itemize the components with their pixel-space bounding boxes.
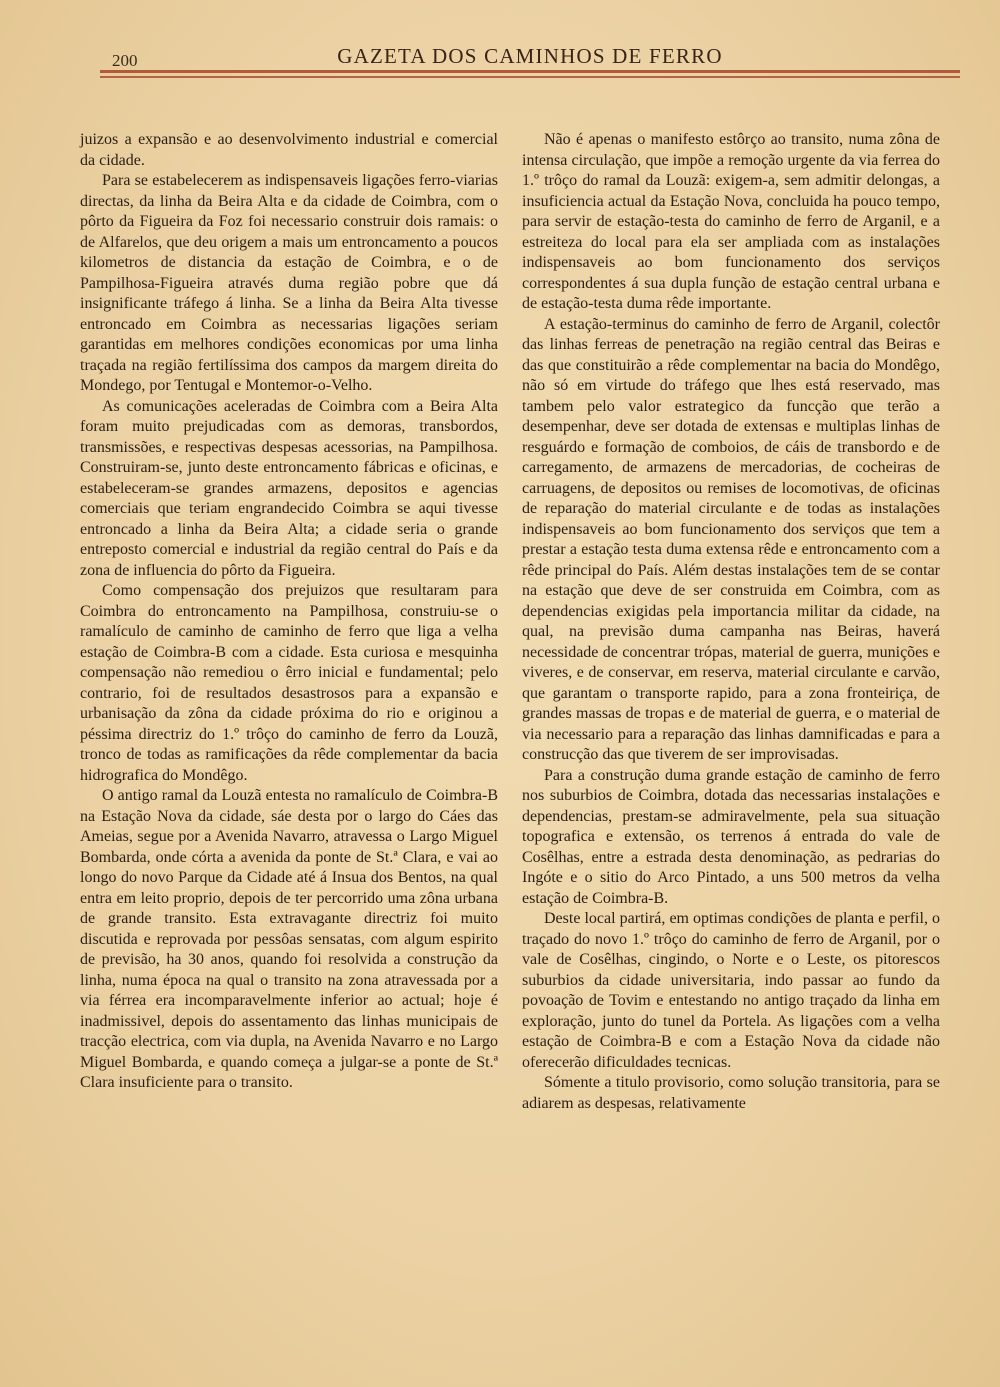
paragraph: A estação-terminus do caminho de ferro de Arganil, colectôr das linhas ferreas de penetração na região central das Beiras e das que constituirão a rêde complementar na bacia do Mondêgo, não só em virtude do tráfego que lhes está reservado, mas tambem pelo valor estrategico da funcção que terão a desempenhar, deve ser dotada de extensas e multiplas linhas de resguárdo e formação de comboios, de cáis de transbordo e de carregamento, de armazens de mercadorias, de cocheiras de carruagens, de depositos ou remises de locomotivas, de oficinas de reparação do material circulante e de todas as instalações indispensaveis ao bom funcionamento dos serviços que tem a prestar a estação testa duma extensa rêde e entroncamento com a rêde principal do País. Além destas instalações tem de se contar na estação que deve de ser construida em Coimbra, com as dependencias exigidas pela importancia militar da cidade, na qual, na previsão duma campanha nas Beiras, haverá necessidade de concentrar trópas, material de guerra, munições e viveres, e de conservar, em reserva, material circulante e carvão, que garantam o transporte rapido, para a zona fronteiriça, de grandes massas de tropas e de material de guerra, e o material de via necessario para a reparação das linhas damnificadas e para a construcção das que tiverem de ser improvisadas. bbox=[522, 315, 940, 763]
paragraph: Sómente a titulo provisorio, como solução transitoria, para se adiarem as despesas, relativamente bbox=[522, 1074, 940, 1112]
page-header bbox=[100, 40, 960, 80]
paragraph: Não é apenas o manifesto estôrço ao transito, numa zôna de intensa circulação, que impõe a remoção urgente da via ferrea do 1.º trôço do ramal da Louzã: exigem-a, sem admitir delongas, a insuficiencia actual da Estação Nova, concluida ha pouco tempo, para servir de estação-testa do caminho de ferro de Arganil, e a estreiteza do local para ela ser ampliada com as instalações indispensaveis ao bom funcionamento dos serviços correspondentes á sua dupla função de estação central urbana e de estação-testa duma rêde importante. bbox=[522, 131, 940, 312]
paragraph: Como compensação dos prejuizos que resultaram para Coimbra do entroncamento na Pampilhosa, construiu-se o ramalículo de caminho de caminho de ferro que liga a velha estação de Coimbra-B com a cidade. Esta curiosa e mesquinha compensação não remediou o êrro inicial e fundamental; pelo contrario, foi de resultados desastrosos para a expansão e urbanisação da zôna da cidade próxima do rio e originou a péssima directriz do 1.º trôço do caminho de ferro da Louzã, tronco de todas as ramificações da rêde complementar da bacia hidrografica do Mondêgo. bbox=[80, 582, 498, 784]
paragraph: Deste local partirá, em optimas condições de planta e perfil, o traçado do novo 1.º trôço do caminho de ferro de Arganil, por o vale de Cosêlhas, cingindo, o Norte e o Leste, os pitorescos suburbios da cidade universitaria, indo passar ao fundo da povoação de Tovim e entestando no antigo traçado da linha em exploração, junto do tunel da Portela. As ligações com a velha estação de Coimbra-B e com a Estação Nova da cidade não oferecerão dificuldades tecnicas. bbox=[522, 910, 940, 1071]
paragraph: Para a construção duma grande estação de caminho de ferro nos suburbios de Coimbra, dotada das necessarias instalações e dependencias, prestam-se admiravelmente, pela sua situação topografica e extensão, os terrenos á entrada do vale de Cosêlhas, entre a estrada desta denominação, as pedrarias do Ingóte e o sitio do Arco Pintado, a uns 500 metros da velha estação de Coimbra-B. bbox=[522, 766, 940, 907]
paragraph: juizos a expansão e ao desenvolvimento industrial e comercial da cidade. bbox=[80, 131, 498, 169]
journal-title: GAZETA DOS CAMINHOS DE FERRO bbox=[337, 44, 723, 68]
paragraph: Para se estabelecerem as indispensaveis ligações ferro-viarias directas, da linha da Beira Alta e da cidade de Coimbra, com o pôrto da Figueira da Foz foi necessario construir dois ramais: o de Alfarelos, que deu origem a mais um entroncamento a poucos kilometros de distancia da estação de Coimbra, e o de Pampilhosa-Figueira através duma região pobre que dá insignificante tráfego á linha. Se a linha da Beira Alta tivesse entroncado em Coimbra as necessarias ligações seriam garantidas em melhores condições economicas por uma linha traçada na região fertilíssima dos campos da margem direita do Mondego, por Tentugal e Montemor-o-Velho. bbox=[80, 172, 498, 394]
right-column bbox=[522, 130, 940, 1114]
left-column bbox=[80, 130, 498, 1094]
paragraph: O antigo ramal da Louzã entesta no ramalículo de Coimbra-B na Estação Nova da cidade, sáe desta por o largo do Cáes das Ameias, segue por a Avenida Navarro, atravessa o Largo Miguel Bombarda, onde córta a avenida da ponte de St.ª Clara, e vai ao longo do novo Parque da Cidade até á Insua dos Bentos, na qual entra em leito proprio, depois de ter percorrido uma zôna urbana de grande transito. Esta extravagante directriz foi muito discutida e reprovada por pessôas sensatas, com algum espirito de previsão, ha 30 anos, quando foi resolvida a construção da linha, numa época na qual o transito na zona atravessada por a via férrea era incomparavelmente inferior ao actual; hoje é inadmissivel, depois do assentamento das linhas municipais de tracção electrica, com via dupla, na Avenida Navarro e no Largo Miguel Bombarda, e quando começa a julgar-se a ponte de St.ª Clara insuficiente para o transito. bbox=[80, 787, 498, 1091]
header-rule bbox=[100, 70, 960, 73]
header-rule-secondary bbox=[100, 76, 960, 78]
paragraph: As comunicações aceleradas de Coimbra com a Beira Alta foram muito prejudicadas com as demoras, transbordos, transmissões, e respectivas despesas acessorias, na Pampilhosa. Construiram-se, junto deste entroncamento fábricas e oficinas, e estabeleceram-se grandes armazens, depositos e agencias comerciais que teriam engrandecido Coimbra se aqui tivesse entroncado a linha da Beira Alta; a cidade seria o grande entreposto comercial e industrial da região central do País e da zona de influencia do pôrto da Figueira. bbox=[80, 397, 498, 579]
page-number: 200 bbox=[112, 51, 138, 70]
